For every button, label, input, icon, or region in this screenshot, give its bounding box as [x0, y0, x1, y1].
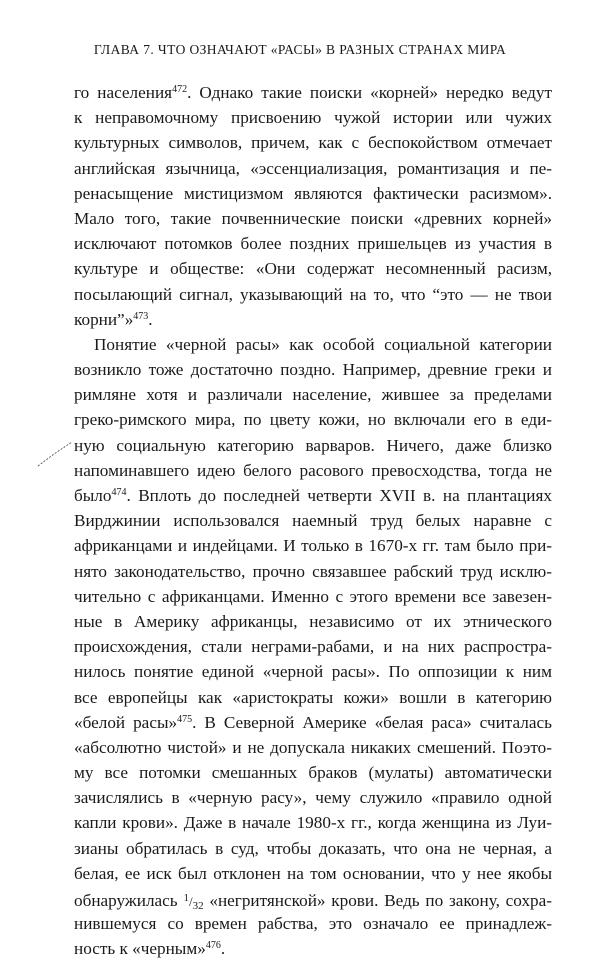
footnote-ref-475[interactable]: 475	[177, 713, 193, 725]
paragraph-2-line-22: белая, ее иск был отклонен на том основании, что у нее якобы	[74, 863, 552, 883]
paragraph-1-line-10: корни”»$^{473}$.	[74, 309, 153, 329]
paragraph-1-line-3: культурных символов, причем, как с беспокойством отмечает	[74, 133, 552, 153]
paragraph-2-line-15: все европейцы как «аристократы кожи» вошли в категорию	[74, 687, 552, 707]
paragraph-2-line-24: нившемуся со времен рабства, это означало ее принадлеж-	[74, 914, 552, 934]
paragraph-1-line-7: исключают потомков более поздних пришельцев из участия в	[74, 234, 552, 254]
paragraph-1-line-2: к неправомочному присвоению чужой истории или чужих	[74, 108, 552, 128]
paragraph-2-line-25: ность к «черным»$^{476}$.	[74, 939, 226, 959]
paragraph-2-line-21: зианы обратилась в суд, чтобы доказать, что она не черная, а	[74, 838, 552, 858]
paragraph-2-line-18: му все потомки смешанных браков (мулаты) автоматически	[74, 763, 552, 783]
paragraph-2-line-8: Вирджинии использовался наемный труд белых наравне с	[74, 511, 552, 531]
paragraph-2-line-17: «абсолютно чистой» и не допускала никаких смешений. Поэто-	[74, 737, 552, 757]
footnote-ref-472[interactable]: 472	[172, 84, 188, 95]
footnote-ref-476[interactable]: 476	[205, 940, 221, 952]
fraction-one-thirty-second: $^1/_{32}$	[183, 892, 204, 912]
paragraph-1-line-5: ренасыщение мистицизмом являются фактически расизмом».	[74, 183, 552, 203]
paragraph-1-line-8: культуре и обществе: «Они содержат несомненный расизм,	[74, 259, 552, 279]
paragraph-2-line-16: «белой расы»$^{475}$. В Северной Америке «белая раса» считалась	[74, 712, 552, 732]
paragraph-2-line-14: нилось понятие единой «черной расы». По оппозиции к ним	[74, 662, 552, 682]
paragraph-2-line-9: африканцами и индейцами. И только в 1670-х гг. там было при-	[74, 536, 552, 556]
paragraph-1-line-6: Мало того, такие почвеннические поиски «древних корней»	[74, 208, 552, 228]
paragraph-2-line-10: нято законодательство, прочно связавшее рабский труд исклю-	[74, 561, 552, 581]
footnote-ref-473[interactable]: 473	[133, 310, 149, 322]
paragraph-1-line-4: английская язычница, «эссенциализация, романтизация и пе-	[74, 158, 552, 178]
paragraph-2-line-13: происхождения, стали неграми-рабами, и на них распростра-	[74, 637, 552, 657]
paragraph-2-line-23: обнаружилась $^1/_{32}$ «негритянской» крови. Ведь по закону, сохра-	[74, 886, 552, 911]
body-text	[74, 80, 552, 962]
paragraph-2-line-7: было$^{474}$. Вплоть до последней четверти XVII в. на плантациях	[74, 486, 552, 505]
paragraph-2-line-11: чительно с африканцами. Именно с этого времени все завезен-	[74, 586, 552, 606]
footnote-ref-474[interactable]: 474	[111, 487, 127, 498]
paragraph-1-line-1: го населения$^{472}$. Однако такие поиски «корней» нередко ведут	[74, 83, 552, 102]
margin-pencil-mark	[36, 438, 76, 468]
paragraph-2-line-19: зачислялись в «черную расу», чему служило «правило одной	[74, 788, 552, 808]
paragraph-2-line-2: возникло тоже достаточно поздно. Например, древние греки и	[74, 360, 552, 380]
paragraph-2-line-1: Понятие «черной расы» как особой социальной категории	[94, 334, 552, 354]
running-head: ГЛАВА 7. ЧТО ОЗНАЧАЮТ «РАСЫ» В РАЗНЫХ СТРАНАХ МИРА	[93, 42, 507, 57]
paragraph-2-line-12: ные в Америку африканцы, независимо от их этнического	[74, 611, 552, 631]
paragraph-2-line-20: капли крови». Даже в начале 1980-х гг., когда женщина из Луи-	[74, 813, 552, 833]
paragraph-2-line-6: напоминавшего идею белого расового превосходства, тогда не	[74, 460, 552, 480]
paragraph-1-line-9: посылающий сигнал, указывающий на то, что “это — не твои	[74, 284, 552, 304]
paragraph-2-line-4: греко-римского мира, по цвету кожи, но включали его в еди-	[74, 410, 552, 430]
paragraph-2-line-5: ную социальную категорию варваров. Ничего, даже близко	[74, 435, 552, 455]
paragraph-2-line-3: римляне хотя и различали население, жившее за пределами	[74, 385, 552, 405]
